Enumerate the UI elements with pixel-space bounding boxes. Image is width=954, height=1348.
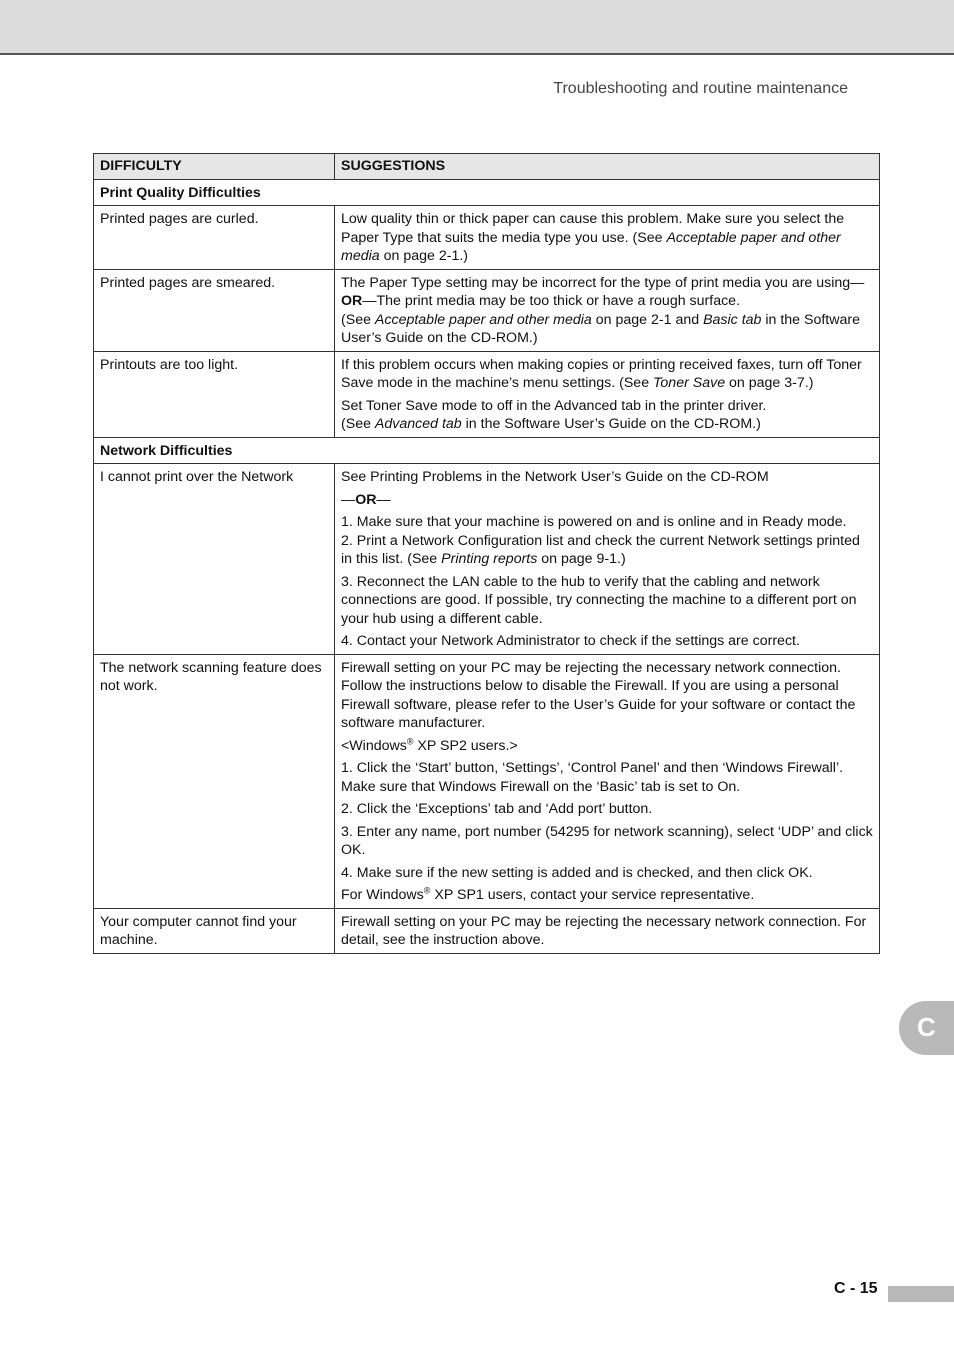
page-number: C - 15 [834, 1280, 878, 1297]
difficulty-cell: Printed pages are smeared. [94, 269, 335, 351]
suggestion-paragraph: 2. Click the ‘Exceptions’ tab and ‘Add port’ button. [341, 801, 653, 817]
suggestion-paragraph: 1. Click the ‘Start’ button, ‘Settings’, ‘Control Panel’ and then ‘Windows Firewall’. Make sure that Windows Firewall on the ‘Basic’ tab is set to On. [341, 760, 844, 795]
reference-italic: Toner Save [653, 375, 726, 391]
suggestion-cell [335, 206, 880, 270]
section-row [94, 179, 880, 206]
text: — [376, 491, 391, 508]
reference-italic: Basic tab [703, 311, 762, 328]
suggestion-paragraph [341, 513, 873, 569]
table-row [94, 464, 880, 655]
top-header-bar [0, 0, 954, 55]
section-network: Network Difficulties [94, 437, 880, 464]
suggestion-paragraph [341, 397, 873, 434]
table-row [94, 206, 880, 270]
registered-mark: ® [423, 885, 431, 896]
text: 2. Print a Network Configuration list and check the current Network settings printed in this list. (See [341, 532, 860, 567]
registered-mark: ® [406, 735, 414, 746]
table-row [94, 351, 880, 437]
suggestion-paragraph [341, 210, 873, 266]
suggestion-paragraph: See Printing Problems in the Network User’s Guide on the CD-ROM [341, 469, 769, 485]
section-row [94, 437, 880, 464]
difficulty-cell: Printed pages are curled. [94, 206, 335, 270]
reference-italic: Acceptable paper and other media [341, 229, 841, 264]
text: (See [341, 311, 375, 328]
or-separator [341, 491, 873, 510]
chapter-letter: C [917, 1012, 936, 1042]
text: on page 2-1.) [379, 248, 468, 264]
text: in the Software User’s Guide on the CD-ROM.) [341, 311, 861, 346]
text: on page 2-1 and [591, 311, 704, 328]
text: Set Toner Save mode to off in the Advanced tab in the printer driver. [341, 397, 767, 414]
suggestion-cell [335, 654, 880, 908]
text: XP SP1 users, contact your service representative. [430, 887, 755, 903]
running-head: Troubleshooting and routine maintenance [553, 80, 848, 97]
text: —The print media may be too thick or have a rough surface. [362, 293, 741, 309]
reference-italic: Printing reports [441, 551, 538, 567]
text: Low quality thin or thick paper can cause this problem. Make sure you select the Paper Type that suits the media type you use. (See [341, 211, 845, 246]
text: — [341, 491, 356, 508]
troubleshooting-table [93, 153, 880, 954]
reference-italic: Advanced tab [374, 416, 462, 432]
text: 1. Make sure that your machine is powered on and is online and in Ready mode. [341, 514, 847, 530]
or-label: OR [341, 293, 363, 309]
suggestion-paragraph: 3. Enter any name, port number (54295 for network scanning), select ‘UDP’ and click OK. [341, 823, 873, 858]
text: If this problem occurs when making copies or printing received faxes, turn off Toner Save mode in the machine’s menu settings. (See [341, 356, 862, 391]
column-header-difficulty: DIFFICULTY [94, 154, 335, 180]
suggestion-paragraph: 3. Reconnect the LAN cable to the hub to verify that the cabling and network connections are good. If possible, try connecting the machine to a different port on your hub using a different cable. [341, 573, 857, 627]
difficulty-cell: Printouts are too light. [94, 351, 335, 437]
reference-italic: Acceptable paper and other media [374, 311, 592, 328]
suggestion-paragraph: Firewall setting on your PC may be rejecting the necessary network connection. For detail, see the instruction above. [341, 913, 867, 948]
text: on page 3-7.) [725, 375, 814, 391]
table-header-row [94, 154, 880, 180]
table-row [94, 269, 880, 351]
suggestion-cell [335, 269, 880, 351]
table-row [94, 908, 880, 953]
or-label: OR [355, 491, 377, 508]
suggestion-paragraph: Firewall setting on your PC may be rejecting the necessary network connection. Follow the instructions below to disable the Firewall. If you are using a personal Firewall software, please refer to the User’s Guide for your software or contact the software manufacturer. [341, 659, 856, 731]
text: XP SP2 users.> [413, 737, 518, 754]
suggestion-paragraph: 4. Make sure if the new setting is added and is checked, and then click OK. [341, 864, 813, 881]
text: (See [341, 416, 375, 432]
column-header-suggestions: SUGGESTIONS [335, 154, 880, 180]
suggestion-paragraph: 4. Contact your Network Administrator to check if the settings are correct. [341, 633, 800, 649]
suggestion-paragraph [341, 356, 873, 393]
difficulty-cell: The network scanning feature does not work. [94, 654, 335, 908]
text: <Windows [341, 737, 407, 754]
text: For Windows [341, 887, 424, 903]
suggestion-cell [335, 351, 880, 437]
page-number-bar [888, 1286, 954, 1302]
text: in the Software User’s Guide on the CD-ROM.) [461, 416, 761, 432]
suggestion-cell [335, 908, 880, 953]
text: The Paper Type setting may be incorrect for the type of print media you are using— [341, 274, 865, 291]
suggestion-paragraph [341, 274, 873, 348]
table-row [94, 654, 880, 908]
suggestion-cell [335, 464, 880, 655]
section-print-quality: Print Quality Difficulties [94, 179, 880, 206]
suggestion-paragraph [341, 737, 873, 756]
chapter-tab [899, 1001, 954, 1055]
difficulty-cell: Your computer cannot find your machine. [94, 908, 335, 953]
suggestion-paragraph [341, 886, 873, 905]
difficulty-cell: I cannot print over the Network [94, 464, 335, 655]
text: on page 9-1.) [537, 551, 626, 567]
